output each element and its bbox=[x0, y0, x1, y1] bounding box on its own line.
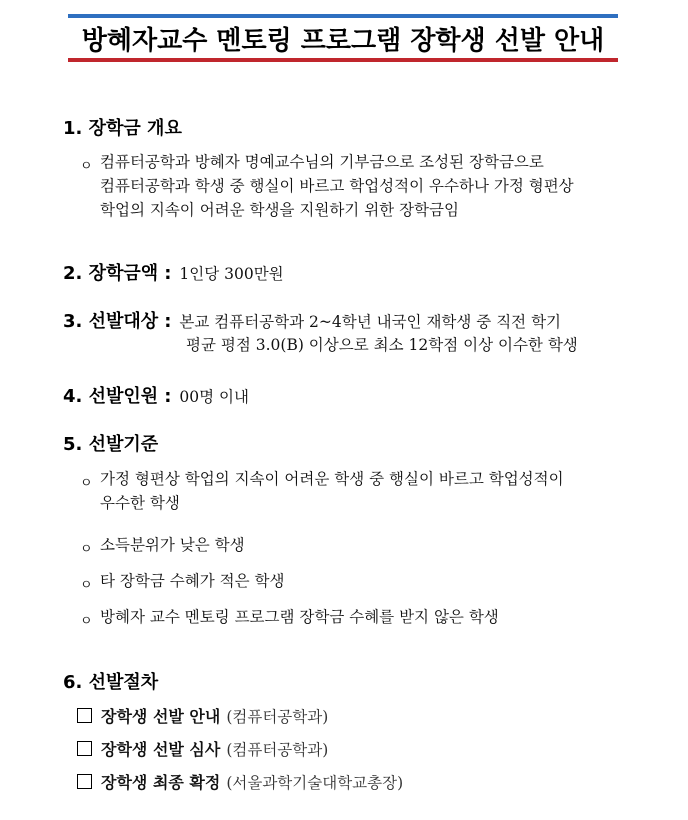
section-1-line-2: 컴퓨터공학과 학생 중 행실이 바르고 학업성적이 우수하나 가정 형편상 bbox=[100, 177, 574, 195]
procedure-step-3-label: 장학생 최종 확정 bbox=[101, 773, 221, 792]
procedure-step-2-label: 장학생 선발 심사 bbox=[101, 740, 221, 759]
section-6-heading: 6. 선발절차 bbox=[63, 672, 159, 693]
procedure-step-3 bbox=[77, 770, 403, 793]
checkbox-icon bbox=[77, 741, 92, 756]
procedure-step-2-note: (컴퓨터공학과) bbox=[226, 740, 329, 759]
scholarship-amount: 1인당 300만원 bbox=[179, 265, 284, 283]
section-3-row bbox=[63, 307, 561, 333]
procedure-step-1 bbox=[77, 704, 328, 727]
criteria-1-bullet: ㅇ bbox=[80, 476, 93, 491]
criteria-item-1 bbox=[100, 467, 564, 515]
procedure-step-1-label: 장학생 선발 안내 bbox=[101, 707, 221, 726]
section-2-colon: : bbox=[164, 263, 172, 284]
eligibility-line-2: 평균 평점 3.0(B) 이상으로 최소 12학점 이상 이수한 학생 bbox=[186, 336, 578, 354]
checkbox-icon bbox=[77, 708, 92, 723]
criteria-item-2: 소득분위가 낮은 학생 bbox=[100, 536, 245, 554]
procedure-step-3-note: (서울과학기술대학교총장) bbox=[226, 773, 404, 792]
section-4-row bbox=[63, 382, 249, 408]
section-2-row bbox=[63, 259, 284, 285]
checkbox-icon bbox=[77, 774, 92, 789]
section-3-colon: : bbox=[164, 311, 172, 332]
selection-count: 00명 이내 bbox=[179, 388, 249, 406]
criteria-1-line-2: 우수한 학생 bbox=[100, 494, 180, 512]
procedure-step-1-note: (컴퓨터공학과) bbox=[226, 707, 329, 726]
section-1-line-3: 학업의 지속이 어려운 학생을 지원하기 위한 장학금임 bbox=[100, 201, 459, 219]
section-1-bullet: ㅇ bbox=[80, 159, 93, 174]
section-3-heading: 3. 선발대상 bbox=[63, 311, 159, 332]
section-4-heading: 4. 선발인원 bbox=[63, 386, 159, 407]
section-1-text bbox=[100, 150, 574, 222]
criteria-item-4: 방혜자 교수 멘토링 프로그램 장학금 수혜를 받지 않은 학생 bbox=[100, 608, 499, 626]
section-4-colon: : bbox=[164, 386, 172, 407]
criteria-4-bullet: ㅇ bbox=[80, 614, 93, 629]
criteria-item-3: 타 장학금 수혜가 적은 학생 bbox=[100, 572, 285, 590]
page-title: 방혜자교수 멘토링 프로그램 장학생 선발 안내 bbox=[81, 25, 605, 56]
section-1-line-1: 컴퓨터공학과 방혜자 명예교수님의 기부금으로 조성된 장학금으로 bbox=[100, 153, 544, 171]
section-1-heading: 1. 장학금 개요 bbox=[63, 118, 182, 139]
section-5-heading: 5. 선발기준 bbox=[63, 434, 159, 455]
criteria-3-bullet: ㅇ bbox=[80, 578, 93, 593]
criteria-2-bullet: ㅇ bbox=[80, 542, 93, 557]
procedure-step-2 bbox=[77, 737, 328, 760]
title-box bbox=[68, 14, 618, 62]
criteria-1-line-1: 가정 형편상 학업의 지속이 어려운 학생 중 행실이 바르고 학업성적이 bbox=[100, 470, 564, 488]
eligibility-line-1: 본교 컴퓨터공학과 2~4학년 내국인 재학생 중 직전 학기 bbox=[179, 313, 562, 331]
section-2-heading: 2. 장학금액 bbox=[63, 263, 159, 284]
